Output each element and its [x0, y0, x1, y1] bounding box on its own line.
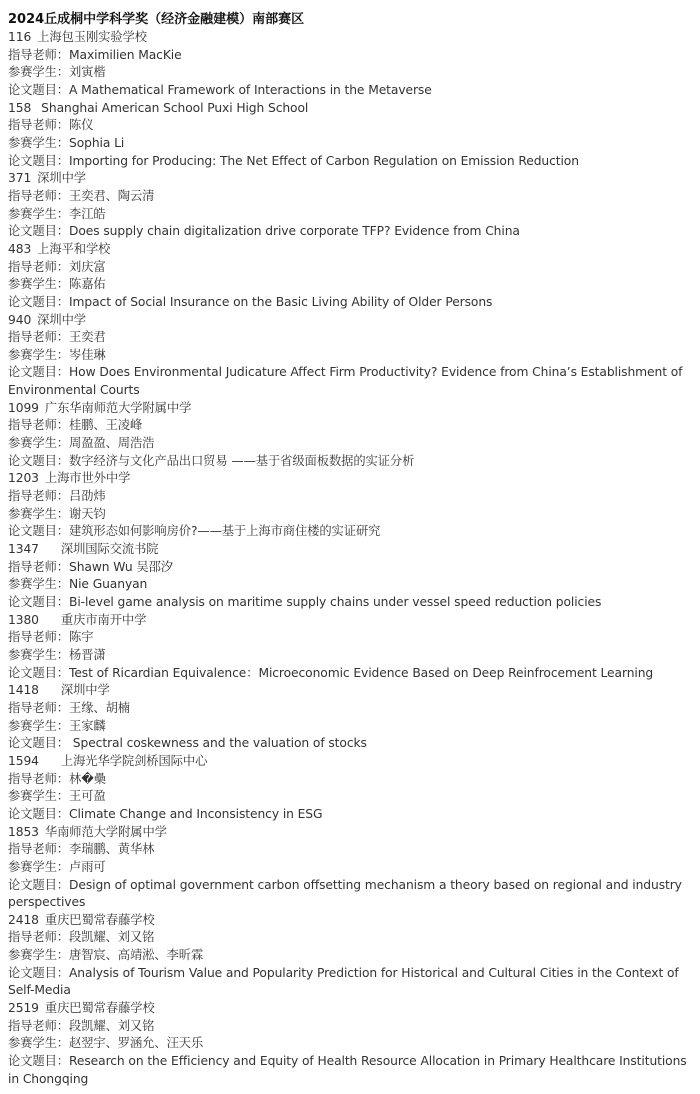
entry-id: 1380	[8, 612, 39, 627]
paper-line	[8, 877, 692, 912]
advisor-line	[8, 629, 692, 647]
entry	[8, 241, 692, 312]
paper-title: Bi-level game analysis on maritime supply chains under vessel speed reduction policies	[69, 595, 602, 609]
students-value: 岑佳琳	[69, 347, 106, 362]
entry-id: 1347	[8, 542, 39, 557]
students-label: 参赛学生：	[8, 577, 69, 592]
students-label: 参赛学生：	[8, 436, 69, 451]
students-value: 陈嘉佑	[69, 277, 106, 292]
paper-title: Spectral coskewness and the valuation of stocks	[69, 736, 367, 751]
students-line	[8, 506, 692, 524]
students-line	[8, 435, 692, 453]
paper-line	[8, 735, 692, 753]
advisor-value: 王奕君	[69, 330, 106, 345]
students-line	[8, 788, 692, 806]
paper-label: 论文题目：	[8, 965, 69, 980]
paper-title: Importing for Producing: The Net Effect of Carbon Regulation on Emission Reduction	[69, 153, 579, 168]
advisor-value: 林�櫐	[69, 771, 106, 786]
paper-title: A Mathematical Framework of Interactions in the Metaverse	[69, 82, 432, 97]
paper-title: Impact of Social Insurance on the Basic Living Ability of Older Persons	[69, 294, 493, 309]
students-label: 参赛学生：	[8, 1036, 69, 1051]
entry	[8, 400, 692, 471]
entry-header	[8, 541, 692, 559]
advisor-line	[8, 771, 692, 789]
entry	[8, 753, 692, 824]
school-name: 深圳中学	[37, 171, 86, 186]
school-name: Shanghai American School Puxi High School	[41, 100, 309, 115]
entry-header	[8, 312, 692, 330]
school-name: 上海光华学院剑桥国际中心	[60, 753, 208, 768]
paper-label: 论文题目：	[8, 806, 69, 821]
advisor-line	[8, 188, 692, 206]
advisor-label: 指导老师：	[8, 418, 69, 433]
students-value: 唐智宸、高靖淞、李昕霖	[69, 948, 204, 963]
entry-header	[8, 1000, 692, 1018]
students-label: 参赛学生：	[8, 506, 69, 521]
students-label: 参赛学生：	[8, 277, 69, 292]
students-line	[8, 947, 692, 965]
school-name: 深圳中学	[37, 312, 86, 327]
paper-line	[8, 665, 692, 683]
paper-label: 论文题目：	[8, 365, 69, 380]
students-label: 参赛学生：	[8, 859, 69, 874]
entry	[8, 312, 692, 400]
students-value: Sophia Li	[69, 135, 125, 150]
entry-id: 2418	[8, 912, 39, 927]
school-name: 上海包玉刚实验学校	[37, 30, 147, 44]
school-name: 华南师范大学附属中学	[44, 824, 167, 839]
advisor-label: 指导老师：	[8, 330, 69, 345]
paper-title: 数字经济与文化产品出口贸易 ——基于省级面板数据的实证分析	[69, 453, 415, 468]
paper-label: 论文题目：	[8, 1054, 69, 1069]
school-name: 上海平和学校	[37, 241, 111, 256]
advisor-label: 指导老师：	[8, 188, 69, 203]
entry-list	[8, 29, 692, 1088]
students-value: 李江皓	[69, 206, 106, 221]
entry	[8, 1000, 692, 1088]
students-value: 赵翌宇、罗涵允、汪天乐	[69, 1036, 204, 1051]
entry-header	[8, 682, 692, 700]
entry-id: 1853	[8, 824, 39, 839]
entry-id: 1099	[8, 400, 39, 415]
entry	[8, 470, 692, 541]
paper-title: Climate Change and Inconsistency in ESG	[69, 806, 323, 821]
paper-label: 论文题目：	[8, 877, 69, 892]
advisor-line	[8, 117, 692, 135]
students-label: 参赛学生：	[8, 718, 69, 733]
advisor-value: 陈宇	[69, 630, 94, 645]
advisor-value: 王缘、胡楠	[69, 700, 130, 715]
entry-header	[8, 29, 692, 47]
entry-header	[8, 100, 692, 118]
paper-line	[8, 965, 692, 1000]
entry-id: 940	[8, 312, 32, 327]
students-line	[8, 1035, 692, 1053]
students-value: 刘寅楷	[69, 65, 106, 80]
students-label: 参赛学生：	[8, 347, 69, 362]
advisor-value: 段凯耀、刘又铭	[69, 1018, 155, 1033]
paper-line	[8, 806, 692, 824]
advisor-value: 陈仪	[69, 118, 94, 133]
paper-label: 论文题目：	[8, 524, 69, 539]
entry-id: 1203	[8, 471, 39, 486]
entry-header	[8, 824, 692, 842]
advisor-label: 指导老师：	[8, 842, 69, 857]
entry-header	[8, 753, 692, 771]
paper-title: Research on the Efficiency and Equity of Health Resource Allocation in Primary Healthcare Institutions in Chongqing	[8, 1054, 687, 1086]
entry	[8, 170, 692, 241]
entry-id: 158	[8, 100, 32, 115]
advisor-label: 指导老师：	[8, 47, 69, 62]
advisor-value: 桂鹏、王凌峰	[69, 418, 143, 433]
paper-label: 论文题目：	[8, 453, 69, 468]
paper-label: 论文题目：	[8, 153, 69, 168]
entry-id: 2519	[8, 1001, 39, 1016]
entry-id: 483	[8, 241, 32, 256]
students-label: 参赛学生：	[8, 65, 69, 80]
students-label: 参赛学生：	[8, 789, 69, 804]
paper-line	[8, 223, 692, 241]
entry	[8, 912, 692, 1000]
students-line	[8, 276, 692, 294]
entry-header	[8, 470, 692, 488]
advisor-value: Shawn Wu 吴邵汐	[69, 559, 174, 574]
students-line	[8, 576, 692, 594]
entry	[8, 100, 692, 171]
students-value: Nie Guanyan	[69, 577, 148, 592]
advisor-line	[8, 417, 692, 435]
advisor-line	[8, 929, 692, 947]
students-line	[8, 647, 692, 665]
paper-title: How Does Environmental Judicature Affect Firm Productivity? Evidence from China’s Establishment of Environmental Courts	[8, 365, 683, 398]
entry	[8, 682, 692, 753]
advisor-value: 李瑞鹏、黄华林	[69, 842, 155, 857]
paper-title: 建筑形态如何影响房价?——基于上海市商住楼的实证研究	[69, 524, 381, 539]
students-line	[8, 718, 692, 736]
advisor-label: 指导老师：	[8, 930, 69, 945]
students-value: 王家麟	[69, 718, 106, 733]
paper-label: 论文题目：	[8, 665, 69, 680]
entry-header	[8, 912, 692, 930]
paper-label: 论文题目：	[8, 736, 69, 751]
advisor-line	[8, 47, 692, 65]
school-name: 广东华南师范大学附属中学	[44, 400, 192, 415]
students-value: 谢天钧	[69, 506, 106, 521]
advisor-line	[8, 1018, 692, 1036]
school-name: 深圳国际交流书院	[60, 542, 159, 557]
students-label: 参赛学生：	[8, 206, 69, 221]
students-value: 杨晋潇	[69, 647, 106, 662]
paper-line	[8, 594, 692, 612]
entry	[8, 541, 692, 612]
students-label: 参赛学生：	[8, 948, 69, 963]
advisor-label: 指导老师：	[8, 259, 69, 274]
advisor-line	[8, 488, 692, 506]
page-title: 2024丘成桐中学科学奖（经济金融建模）南部赛区	[8, 12, 305, 27]
entry-header	[8, 170, 692, 188]
paper-title: Does supply chain digitalization drive corporate TFP? Evidence from China	[69, 224, 520, 239]
entry	[8, 29, 692, 100]
students-value: 王可盈	[69, 789, 106, 804]
paper-line	[8, 453, 692, 471]
advisor-value: 王奕君、陶云清	[69, 188, 155, 203]
entry-id: 371	[8, 171, 32, 186]
advisor-label: 指导老师：	[8, 559, 69, 574]
school-name: 重庆巴蜀常春藤学校	[44, 912, 155, 927]
paper-line	[8, 82, 692, 100]
advisor-label: 指导老师：	[8, 489, 69, 504]
advisor-label: 指导老师：	[8, 700, 69, 715]
students-label: 参赛学生：	[8, 647, 69, 662]
entry-id: 1594	[8, 753, 39, 768]
paper-label: 论文题目：	[8, 294, 69, 309]
students-value: 周盈盈、周浩浩	[69, 436, 155, 451]
advisor-value: 段凯耀、刘又铭	[69, 930, 155, 945]
entry-header	[8, 612, 692, 630]
students-label: 参赛学生：	[8, 135, 69, 150]
advisor-line	[8, 700, 692, 718]
paper-label: 论文题目：	[8, 595, 69, 609]
students-value: 卢雨可	[69, 859, 106, 874]
entry-id: 1418	[8, 683, 39, 698]
paper-label: 论文题目：	[8, 82, 69, 97]
students-line	[8, 206, 692, 224]
advisor-value: 吕劭炜	[69, 489, 106, 504]
advisor-label: 指导老师：	[8, 630, 69, 645]
paper-title: Design of optimal government carbon offsetting mechanism a theory based on regional and industry perspectives	[8, 877, 682, 910]
paper-line	[8, 294, 692, 312]
advisor-line	[8, 329, 692, 347]
entry-header	[8, 241, 692, 259]
advisor-line	[8, 841, 692, 859]
students-line	[8, 347, 692, 365]
school-name: 深圳中学	[60, 683, 110, 698]
advisor-label: 指导老师：	[8, 1018, 69, 1033]
paper-line	[8, 523, 692, 541]
students-line	[8, 64, 692, 82]
students-line	[8, 135, 692, 153]
paper-line	[8, 364, 692, 399]
advisor-label: 指导老师：	[8, 771, 69, 786]
paper-title: Test of Ricardian Equivalence：Microeconomic Evidence Based on Deep Reinfrocement Learning	[69, 665, 654, 680]
advisor-label: 指导老师：	[8, 118, 69, 133]
entry-id: 116	[8, 30, 32, 44]
school-name: 上海市世外中学	[44, 471, 131, 486]
entry	[8, 612, 692, 683]
paper-title: Analysis of Tourism Value and Popularity Prediction for Historical and Cultural Cities in the Context of Self-Media	[8, 965, 679, 998]
paper-line	[8, 153, 692, 171]
entry-header	[8, 400, 692, 418]
paper-line	[8, 1053, 692, 1088]
paper-label: 论文题目：	[8, 224, 69, 239]
school-name: 重庆巴蜀常春藤学校	[44, 1001, 155, 1016]
entry	[8, 824, 692, 912]
advisor-value: 刘庆富	[69, 259, 106, 274]
school-name: 重庆市南开中学	[60, 612, 147, 627]
advisor-line	[8, 559, 692, 577]
advisor-line	[8, 259, 692, 277]
advisor-value: Maximilien MacKie	[69, 47, 182, 62]
students-line	[8, 859, 692, 877]
